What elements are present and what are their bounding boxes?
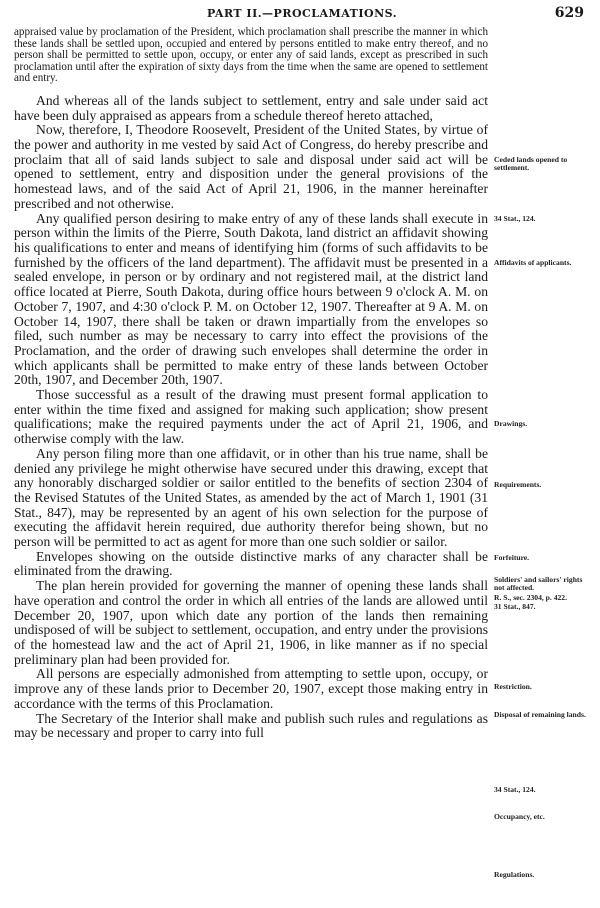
paragraph-requirements: Those successful as a result of the drawing must present formal application to enter within the time fixed and assigned for making such application; show present qualifications; make the required payments under the act of April 21, 1906, and otherwise comply with the law. [14,387,488,447]
margin-note-occupancy: Occupancy, etc. [494,812,545,821]
margin-note-affidavits: Affidavits of applicants. [494,258,572,267]
paragraph-occupancy: All persons are especially admonished from attempting to settle upon, occupy, or improve any of these lands prior to December 20, 1907, except those making entry in accordance with the terms of this Proclamation. [14,666,488,711]
margin-note-stat-124: 34 Stat., 124. [494,214,536,223]
margin-note-stat-847: 31 Stat., 847. [494,602,536,611]
margin-note-ceded-lands: Ceded lands opened to settlement. [494,155,568,173]
margin-note-disposal: Disposal of remaining lands. [494,710,586,719]
paragraph-whereas: And whereas all of the lands subject to settlement, entry and sale under said act have been duly appraised as appears from a schedule thereof hereto attached, [14,92,488,123]
margin-note-forfeiture: Forfeiture. [494,553,530,562]
paragraph-restriction: Envelopes showing on the outside distinctive marks of any character shall be eliminated from the drawing. [14,548,488,579]
page-number: 629 [554,5,584,21]
paragraph-affidavits: Any qualified person desiring to make entry of any of these lands shall execute in person within the limits of the Pierre, South Dakota, land district an affidavit showing his qualifications to enter and means of identifying him (forms of such affidavits to be furnished by the officers of the land department). The affidavit must be presented in a sealed envelope, in person or by ordinary and not registered mail, at the district land office located at Pierre, South Dakota, during office hours between 9 o'clock A. M. on October 7, 1907, and 4:30 o'clock P. M. on October 12, 1907. Thereafter at 9 A. M. on October 14, 1907, there shall be taken or drawn impartially from the envelopes so filed, such number as may be necessary to carry into effect the provisions of the Proclamation, and the order of drawing such envelopes shall determine the order in which applicants shall be permitted to make entry of these lands between October 20th, 1907, and December 20th, 1907. [14,210,488,388]
page-header [14,6,590,24]
margin-note-regulations: Regulations. [494,870,535,879]
margin-note-requirements: Requirements. [494,480,542,489]
margin-note-restriction: Restriction. [494,682,532,691]
paragraph-intro: appraised value by proclamation of the President, which proclamation shall prescribe the manner in which these lands shall be settled upon, occupied and entered by persons entitled to make entry thereof, and no person shall be permitted to settle upon, occupy, or enter any of said lands, except as prescribed in such proclamation until after the expiration of sixty days from the time when the same are opened to settlement and entry. [14,26,488,85]
margin-note-drawings: Drawings. [494,419,528,428]
paragraph-now-therefore: Now, therefore, I, Theodore Roosevelt, President of the United States, by virtue of the power and authority in me vested by said Act of Congress, do hereby prescribe and proclaim that all of said lands subject to sale and disposal under said act will be opened to settlement, entry and disposition under the general provisions of the homestead laws, and of the said Act of April 21, 1906, in the manner hereinafter prescribed and not otherwise. [14,122,488,211]
margin-note-rs-2304: R. S., sec. 2304, p. 422. [494,593,567,602]
paragraph-disposal: The plan herein provided for governing the manner of opening these lands shall have operation and control the order in which all entries of the lands are allowed until December 20, 1907, upon which date any portion of the lands then remaining undisposed of will be subject to settlement, occupation, and entry under the provisions of the homestead law and the act of April 21, 1906, in like manner as if no special preliminary plan had been provided for. [14,578,488,667]
margin-note-soldiers-rights: Soldiers' and sailors' rights not affected. [494,575,583,593]
paragraph-regulations: The Secretary of the Interior shall make and publish such rules and regulations as may be necessary and proper to carry into full [14,710,488,741]
running-title: PART II.—PROCLAMATIONS. [206,7,398,20]
margin-note-stat-124-b: 34 Stat., 124. [494,785,536,794]
paragraph-forfeiture: Any person filing more than one affidavit, or in other than his true name, shall be denied any privilege he might otherwise have secured under this drawing, except that any honorably discharged soldier or sailor entitled to the benefits of section 2304 of the Revised Statutes of the United States, as amended by the act of March 1, 1901 (31 Stat., 847), may be represented by an agent of his own selection for the purpose of executing the affidavit herein required, due authority therefor being shown, but no person will be permitted to act as agent for more than one such soldier or sailor. [14,445,488,550]
main-text [14,27,488,741]
